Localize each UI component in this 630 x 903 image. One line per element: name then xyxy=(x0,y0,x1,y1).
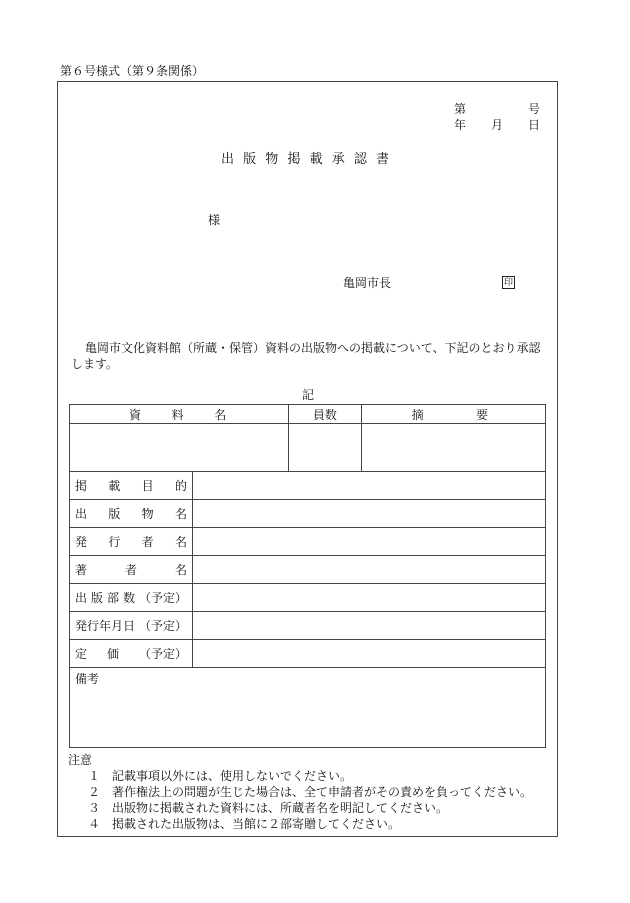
field-value-purpose[interactable] xyxy=(193,472,546,500)
title-char: 載 xyxy=(309,152,323,167)
field-row xyxy=(70,556,546,584)
caution-item: ２ 著作権法上の問題が生じた場合は、全て申請者がその責めを負ってください。 xyxy=(88,785,533,799)
field-label: 掲 載 目 的 xyxy=(70,472,193,500)
title-char: 版 xyxy=(243,152,257,167)
caution-item: ４ 掲載された出版物は、当館に２部寄贈してください。 xyxy=(88,817,401,831)
header-count: 員数 xyxy=(289,405,361,424)
field-row xyxy=(70,500,546,528)
caution-item: １ 記載事項以外には、使用しないでください。 xyxy=(88,769,353,783)
field-value-copies[interactable] xyxy=(193,584,546,612)
title-char: 認 xyxy=(353,152,367,167)
field-value-author[interactable] xyxy=(193,556,546,584)
caution-title: 注意 xyxy=(68,753,93,767)
header-remarks: 摘 要 xyxy=(361,405,545,424)
field-label: 発行年月日 （予定） xyxy=(70,612,193,640)
field-value-publication[interactable] xyxy=(193,500,546,528)
field-row xyxy=(70,612,546,640)
date-month: 月 xyxy=(490,118,503,132)
form-number-label: 第６号様式（第９条関係） xyxy=(60,64,205,78)
ki-label: 記 xyxy=(302,388,315,402)
date-year: 年 xyxy=(454,118,467,132)
title-char: 承 xyxy=(331,152,345,167)
body-text: 亀岡市文化資料館（所蔵・保管）資料の出版物への掲載について、下記のとおり承認します。 xyxy=(71,341,541,371)
title-char: 掲 xyxy=(287,152,301,167)
remarks-label: 備考 xyxy=(75,672,100,686)
table-header-row xyxy=(70,405,546,424)
date-line xyxy=(454,116,540,133)
number-prefix: 第 xyxy=(454,102,467,116)
field-row xyxy=(70,528,546,556)
caution-item: ３ 出版物に掲載された資料には、所蔵者名を明記してください。 xyxy=(88,801,449,815)
title-char: 出 xyxy=(221,152,235,167)
field-value-publisher[interactable] xyxy=(193,528,546,556)
addressee-suffix: 様 xyxy=(208,213,221,227)
remarks-cell[interactable] xyxy=(70,668,546,748)
caution-block xyxy=(68,752,532,832)
materials-table xyxy=(69,404,546,748)
issuer-name: 亀岡市長 xyxy=(343,276,392,290)
material-name-cell[interactable] xyxy=(70,424,289,472)
notes-row xyxy=(70,668,546,748)
field-label: 発 行 者 名 xyxy=(70,528,193,556)
seal-icon: 印 xyxy=(503,278,513,288)
title-char: 物 xyxy=(265,152,279,167)
material-count-cell[interactable] xyxy=(289,424,361,472)
field-label: 出 版 物 名 xyxy=(70,500,193,528)
number-suffix: 号 xyxy=(527,102,540,116)
field-value-publish-date[interactable] xyxy=(193,612,546,640)
number-line xyxy=(454,100,540,117)
material-remarks-cell[interactable] xyxy=(361,424,545,472)
field-label: 定 価 （予定） xyxy=(70,640,193,668)
field-row xyxy=(70,472,546,500)
header-material-name: 資 料 名 xyxy=(70,405,289,424)
field-value-price[interactable] xyxy=(193,640,546,668)
field-row xyxy=(70,584,546,612)
seal-mark xyxy=(502,274,515,289)
field-label: 著 者 名 xyxy=(70,556,193,584)
field-label: 出 版 部 数 （予定） xyxy=(70,584,193,612)
material-entry-row xyxy=(70,424,546,472)
field-row xyxy=(70,640,546,668)
title-char: 書 xyxy=(375,152,389,167)
document-title xyxy=(221,148,389,167)
date-day: 日 xyxy=(527,118,540,132)
